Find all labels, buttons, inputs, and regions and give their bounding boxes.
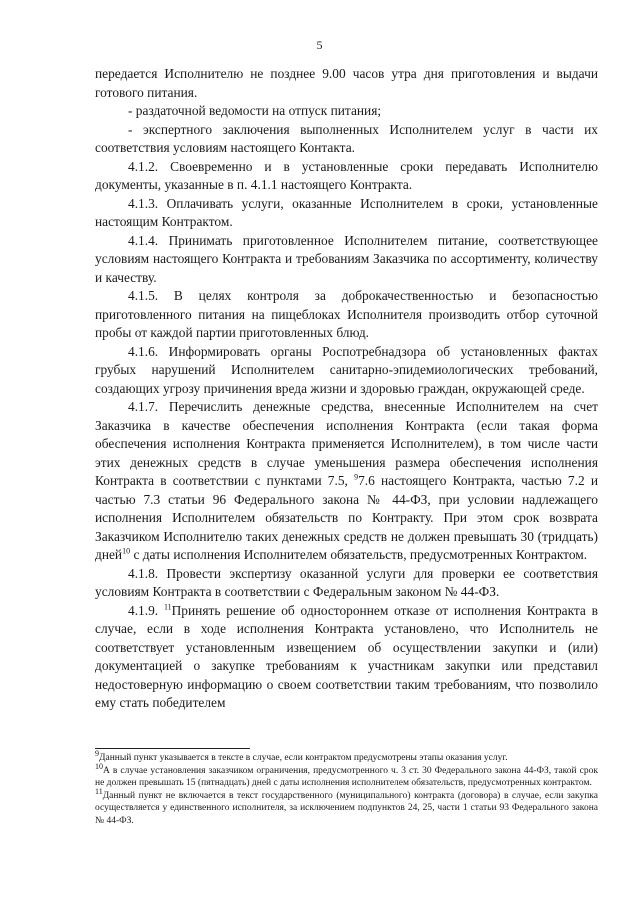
footnote-ref-10: 10	[122, 546, 131, 556]
footnote-text: Данный пункт не включается в текст государственного (муниципального) контракта (договора) в случае, если закупка осуществляется у единственного исполнителя, за исключением подпунктов 24, 25, части 1 статьи 93 Федерального закона № 44-ФЗ.	[95, 790, 598, 826]
clause-4-1-9-number: 4.1.9.	[128, 602, 164, 618]
clause-4-1-4: 4.1.4. Принимать приготовленное Исполнителем питание, соответствующее условиям настоящего Контракта и требованиям Заказчика по ассортименту, количеству и качеству.	[95, 232, 598, 285]
footnote-9	[95, 748, 598, 765]
clause-4-1-8: 4.1.8. Провести экспертизу оказанной услуги для проверки ее соответствия условиям Контракта в соответствии с Федеральным законом № 44-ФЗ.	[95, 565, 598, 599]
clause-4-1-6: 4.1.6. Информировать органы Роспотребнадзора об установленных фактах грубых нарушений Исполнителем санитарно-эпидемиологических требований, создающих угрозу причинения вреда жизни и здоровью граждан, окружающей среде.	[95, 343, 598, 396]
clause-4-1-2: 4.1.2. Своевременно и в установленные сроки передавать Исполнителю документы, указанные в п. 4.1.1 настоящего Контракта.	[95, 158, 598, 192]
list-item-expert-conclusion: - экспертного заключения выполненных Исполнителем услуг в части их соответствия условиям настоящего Контакта.	[95, 121, 598, 155]
clause-4-1-3: 4.1.3. Оплачивать услуги, оказанные Исполнителем в сроки, установленные настоящим Контрактом.	[95, 195, 598, 229]
paragraph-continuation: передается Исполнителю не позднее 9.00 часов утра дня приготовления и выдачи готового питания.	[95, 66, 598, 100]
clause-4-1-7-text-b: 7.6 настоящего Контракта, частью 7.2 и частью 7.3 статьи 96 Федерального закона № 44-ФЗ, при условии надлежащего исполнения Исполнителем обязательств по Контракту. При этом срок возврата Заказчиком Исполнителю таких денежных средств не должен превышать 30 (тридцать) дней	[95, 473, 598, 562]
clause-4-1-7-text-a: 4.1.7. Перечислить денежные средства, внесенные Исполнителем на счет Заказчика в качестве обеспечения исполнения Контракта (если такая форма обеспечения исполнения Контракта применяется Исполнителем), в том числе части этих денежных средств в случае уменьшения размера обеспечения исполнения Контракта в соответствии с пунктами 7.5,	[95, 399, 598, 488]
footnote-10	[95, 761, 598, 790]
body-text	[95, 65, 598, 713]
clause-4-1-7	[95, 398, 598, 565]
footnote-11	[95, 786, 598, 828]
page-number: 5	[316, 38, 323, 52]
footnote-text: Данный пункт указывается в тексте в случае, если контрактом предусмотрены этапы оказания услуг.	[99, 753, 508, 763]
list-item-distribution-sheet: - раздаточной ведомости на отпуск питания;	[128, 103, 382, 118]
footnotes	[95, 748, 598, 828]
clause-4-1-9	[95, 602, 598, 713]
clause-4-1-7-text-c: с даты исполнения Исполнителем обязательств, предусмотренных Контрактом.	[130, 547, 588, 562]
footnote-mark: 11	[95, 786, 103, 796]
footnote-text: А в случае установления заказчиком ограничения, предусмотренного ч. 3 ст. 30 Федерального закона 44-ФЗ, такой срок не должен превышать 15 (пятнадцать) дней с даты исполнения исполнителем обязательств, предусмотренных контрактом.	[95, 765, 598, 789]
footnote-ref-11: 11	[163, 602, 172, 612]
clause-4-1-9-text: Принять решение об одностороннем отказе от исполнения Контракта в случае, если в ходе исполнения Контракта установлено, что Исполнитель не соответствует установленным извещением об осуществлении закупки и (или) документацией о закупке требованиям к участникам закупки или представил недостоверную информацию о своем соответствии таким требованиям, что позволило ему стать победителем	[95, 602, 598, 710]
clause-4-1-5: 4.1.5. В целях контроля за доброкачественностью и безопасностью приготовленного питания на пищеблоках Исполнителя производить отбор суточной пробы от каждой партии приготовленных блюд.	[95, 288, 598, 340]
footnote-ref-9: 9	[354, 472, 359, 482]
footnote-mark: 10	[95, 761, 103, 771]
footnote-mark: 9	[95, 748, 99, 758]
footnote-separator	[95, 748, 250, 749]
